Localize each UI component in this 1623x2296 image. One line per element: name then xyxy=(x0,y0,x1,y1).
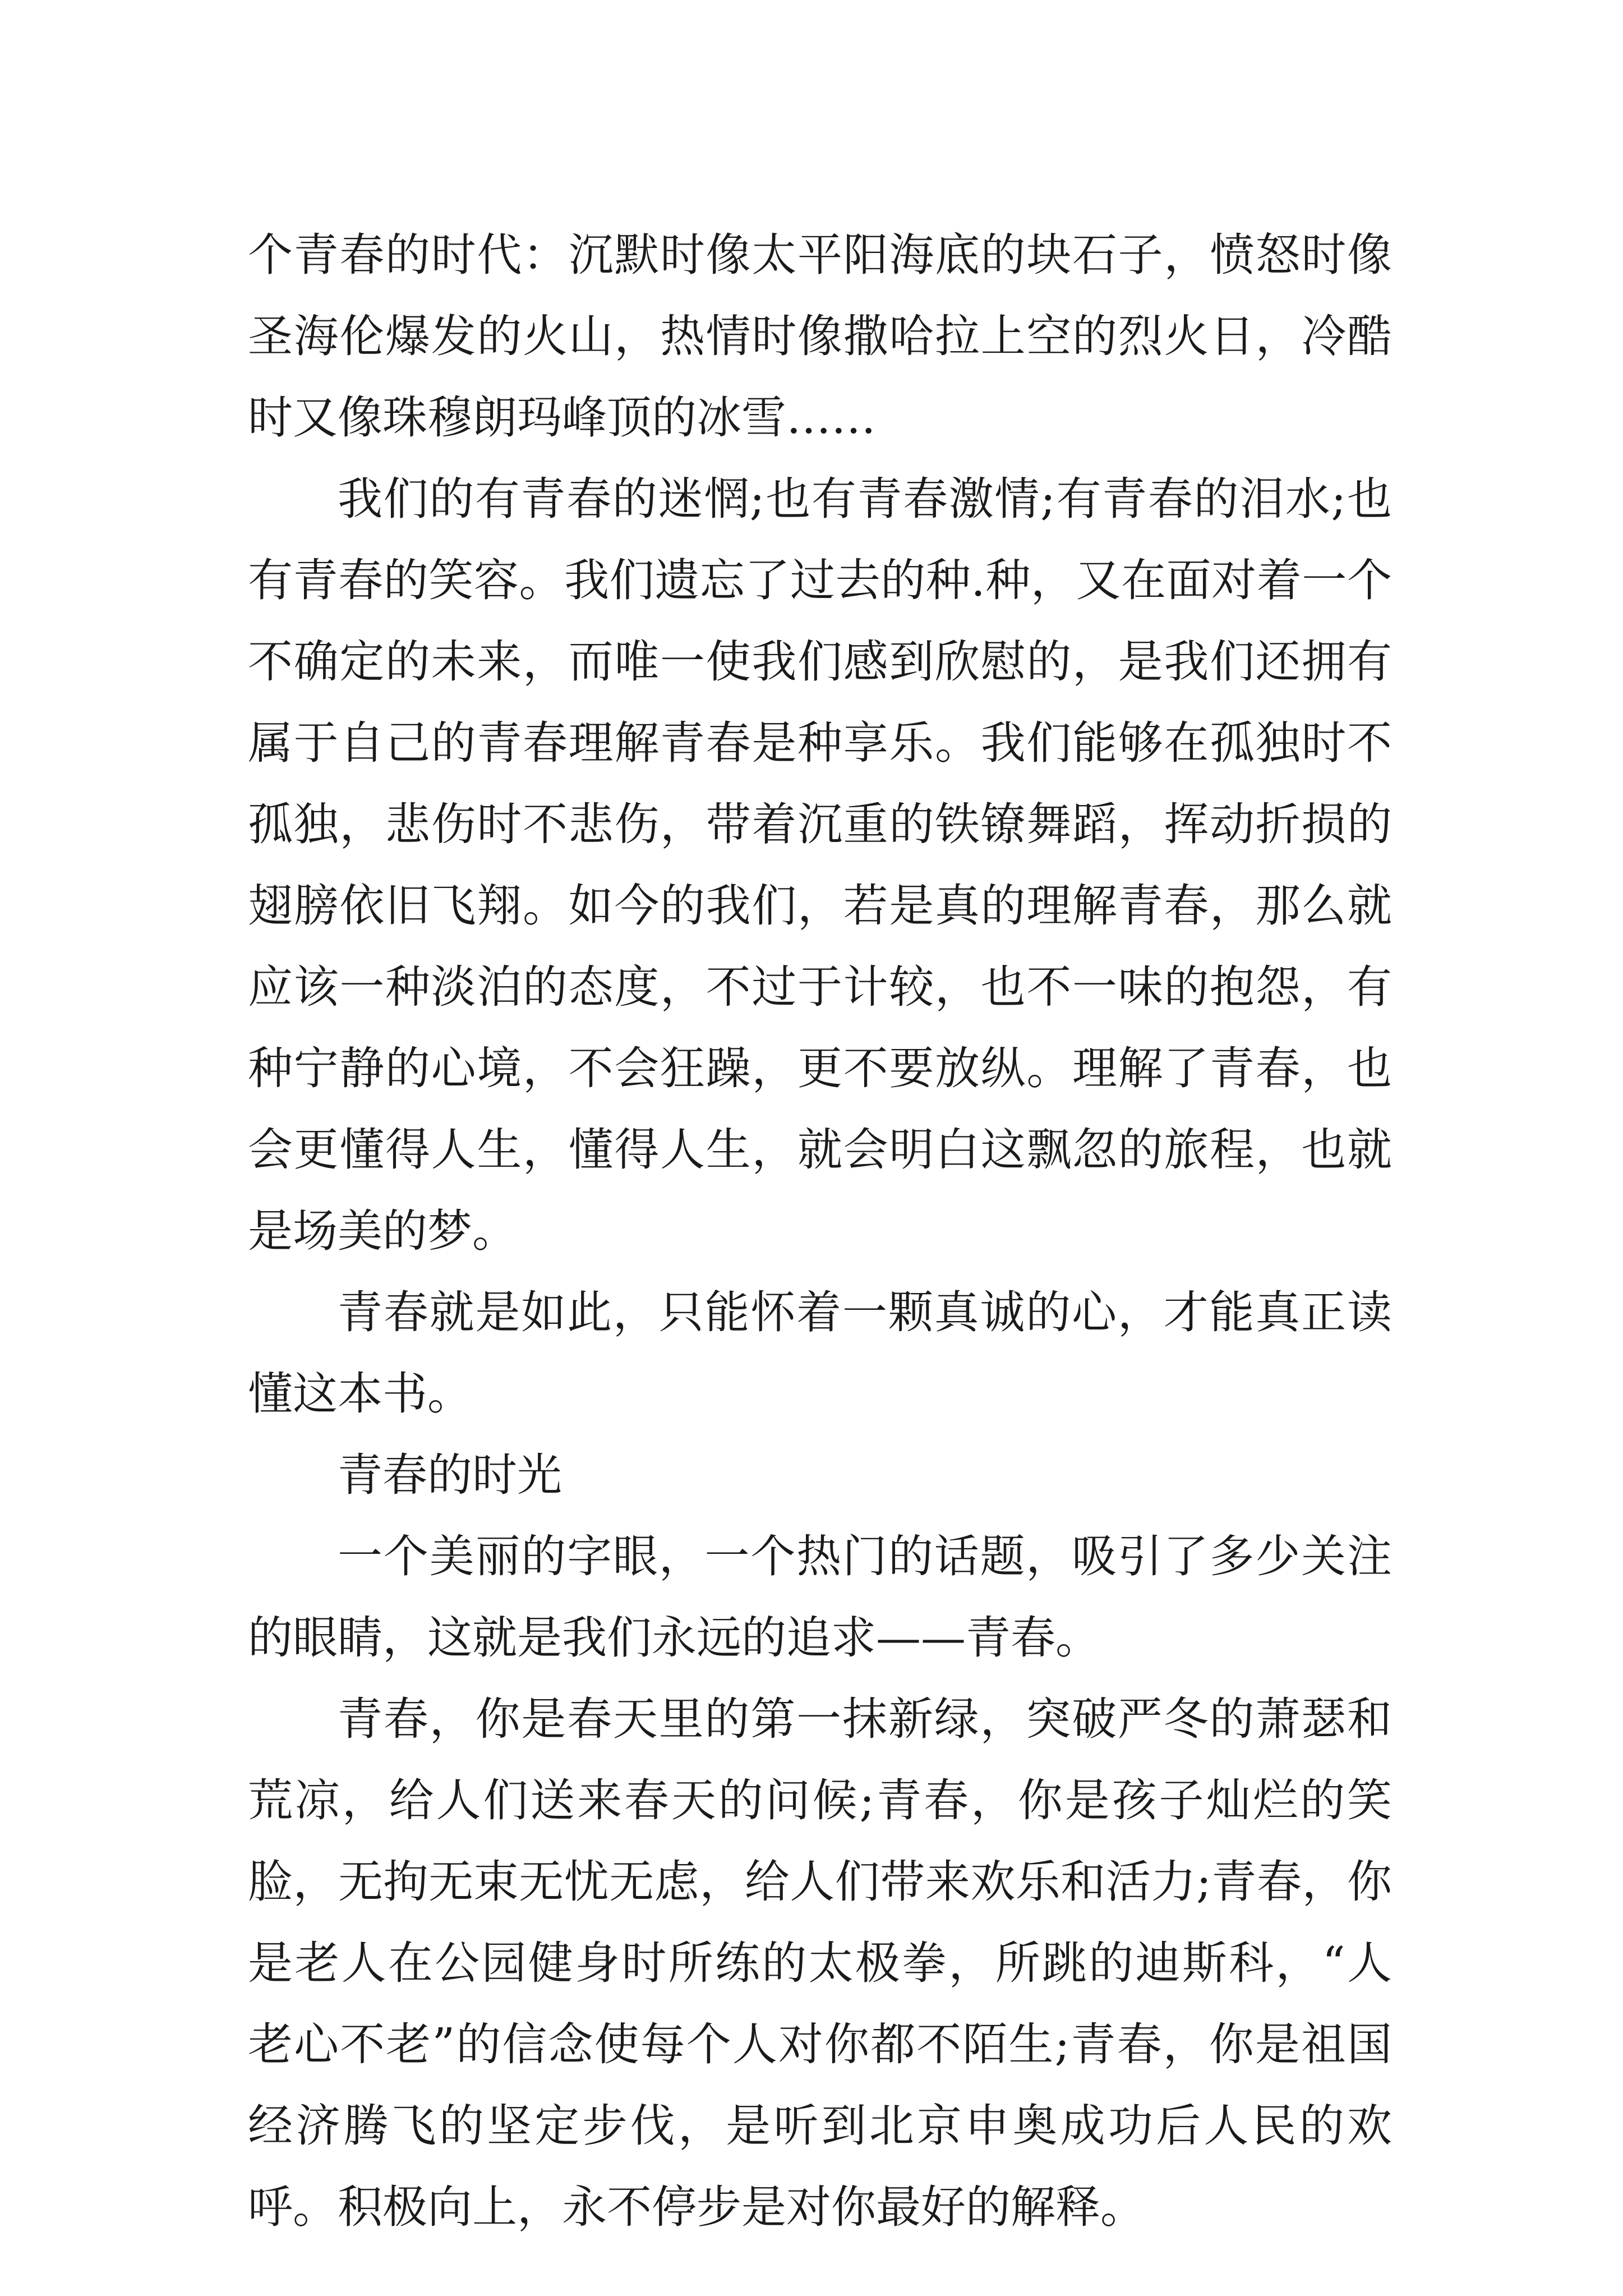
paragraph-beautiful-word: 一个美丽的字眼，一个热门的话题，吸引了多少关注的眼睛，这就是我们永远的追求——青春。 xyxy=(248,1530,1392,1664)
paragraph-understanding-youth: 我们的有青春的迷惘;也有青春激情;有青春的泪水;也有青春的笑容。我们遗忘了过去的种.种，又在面对着一个不确定的未来，而唯一使我们感到欣慰的，是我们还拥有属于自己的青春理解青春是种享乐。我们能够在孤独时不孤独，悲伤时不悲伤，带着沉重的铁镣舞蹈，挥动折损的翅膀依旧飞翔。如今的我们，若是真的理解青春，那么就应该一种淡泊的态度，不过于计较，也不一味的抱怨，有种宁静的心境，不会狂躁，更不要放纵。理解了青春，也会更懂得人生，懂得人生，就会明白这飘忽的旅程，也就是场美的梦。 xyxy=(248,473,1392,1257)
paragraph-youth-metaphors: 青春，你是春天里的第一抹新绿，突破严冬的萧瑟和荒凉，给人们送来春天的问候;青春，你是孩子灿烂的笑脸，无拘无束无忧无虑，给人们带来欢乐和活力;青春，你是老人在公园健身时所练的太极拳，所跳的迪斯科，“人老心不老”的信念使每个人对你都不陌生;青春，你是祖国经济腾飞的坚定步伐，是听到北京申奥成功后人民的欢呼。积极向上，永不停步是对你最好的解释。 xyxy=(248,1693,1392,2233)
section-title-youth-time: 青春的时光 xyxy=(338,1449,562,1501)
paragraph-youth-like-this: 青春就是如此，只能怀着一颗真诚的心，才能真正读懂这本书。 xyxy=(248,1286,1392,1420)
paragraph-continuation: 个青春的时代：沉默时像太平阳海底的块石子，愤怒时像圣海伦爆发的火山，热情时像撒哈拉上空的烈火日，冷酷时又像珠穆朗玛峰顶的冰雪…… xyxy=(248,229,1392,444)
document-body xyxy=(248,214,1392,2248)
